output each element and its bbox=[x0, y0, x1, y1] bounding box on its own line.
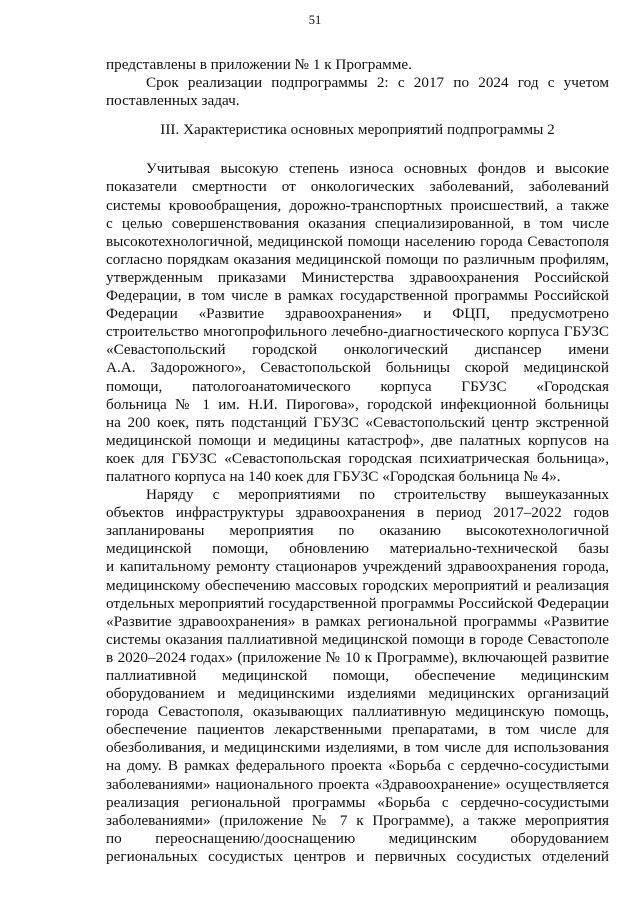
text-line: Срок реализации подпрограммы 2: с 2017 по 2024 год с учетом bbox=[146, 74, 609, 92]
text-line: Федерации «Развитие здравоохранения» и ФЦП, предусмотрено bbox=[106, 305, 609, 323]
text-line: запланированы мероприятия по оказанию высокотехнологичной bbox=[106, 522, 609, 540]
text-line: медицинскому обеспечению массовых городских мероприятий и реализация bbox=[106, 576, 609, 594]
text-line: Учитывая высокую степень износа основных фондов и высокие bbox=[146, 160, 609, 178]
text-line: объектов инфраструктуры здравоохранения в период 2017–2022 годов bbox=[106, 504, 609, 522]
section-heading: III. Характеристика основных мероприятий подпрограммы 2 bbox=[160, 121, 555, 139]
text-line: заболеваниями» (приложение № 7 к Программе), а также мероприятия bbox=[106, 811, 609, 829]
text-line: показатели смертности от онкологических заболеваний, заболеваний bbox=[106, 178, 609, 196]
text-line: палатного корпуса на 140 коек для ГБУЗС «Городская больница № 4». bbox=[106, 467, 561, 485]
text-line: согласно порядкам оказания медицинской помощи по различным профилям, bbox=[106, 250, 609, 268]
text-line: «Севастопольский городской онкологический диспансер имени bbox=[106, 341, 609, 359]
text-line: города Севастополя, оказывающих паллиативную медицинскую помощь, bbox=[106, 703, 609, 721]
text-line: Наряду с мероприятиями по строительству вышеуказанных bbox=[146, 486, 609, 504]
text-line: Федерации, в том числе в рамках государственной программы Российской bbox=[106, 287, 609, 305]
text-line: заболеваниями» национального проекта «Здравоохранение» осуществляется bbox=[106, 775, 609, 793]
text-line: поставленных задач. bbox=[106, 92, 240, 110]
text-line: на дому. В рамках федерального проекта «Борьба с сердечно-сосудистыми bbox=[106, 757, 609, 775]
paragraph-1 bbox=[106, 160, 609, 486]
text-line: помощи, патологоанатомического корпуса ГБУЗС «Городская bbox=[106, 377, 609, 395]
text-line: реализация региональной программы «Борьба с сердечно-сосудистыми bbox=[106, 793, 609, 811]
text-line: медицинской помощи, обновлению материально-технической базы bbox=[106, 540, 609, 558]
text-line: системы оказания паллиативной медицинской помощи в городе Севастополе bbox=[106, 630, 609, 648]
text-line: региональных сосудистых центров и первичных сосудистых отделений bbox=[106, 847, 609, 865]
text-line: обезболивания, и медицинскими изделиями, в том числе для использования bbox=[106, 739, 609, 757]
text-line: системы кровообращения, дорожно-транспортных происшествий, а также bbox=[106, 196, 609, 214]
text-line: в 2020–2024 годах» (приложение № 10 к Программе), включающей развитие bbox=[106, 648, 609, 666]
text-line: оборудованием и медицинскими изделиями медицинских организаций bbox=[106, 685, 609, 703]
text-line: больница № 1 им. Н.И. Пирогова», городской инфекционной больницы bbox=[106, 395, 609, 413]
paragraph-2 bbox=[106, 486, 609, 866]
text-line: медицинской помощи и медицины катастроф», две палатных корпусов на bbox=[106, 431, 609, 449]
spacer bbox=[106, 150, 609, 160]
document-body bbox=[106, 56, 609, 866]
text-line: «Развитие здравоохранения» в рамках региональной программы «Развитие bbox=[106, 612, 609, 630]
page-number: 51 bbox=[308, 13, 322, 27]
text-line: коек для ГБУЗС «Севастопольская городская психиатрическая больница», bbox=[106, 449, 609, 467]
text-line: и капитальному ремонту стационаров учреждений здравоохранения города, bbox=[106, 558, 609, 576]
text-line: А.А. Задорожного», Севастопольской больницы скорой медицинской bbox=[106, 359, 609, 377]
text-line: представлены в приложении № 1 к Программе. bbox=[106, 56, 412, 73]
text-line: утвержденным приказами Министерства здравоохранения Российской bbox=[106, 268, 609, 286]
text-line: обеспечение пациентов лекарственными препаратами, в том числе для bbox=[106, 721, 609, 739]
intro-block bbox=[106, 56, 609, 110]
text-line: на 200 коек, пять подстанций ГБУЗС «Севастопольский центр экстренной bbox=[106, 413, 609, 431]
text-line: с целью совершенствования оказания специализированной, в том числе bbox=[106, 214, 609, 232]
text-line: по переоснащению/дооснащению медицинским оборудованием bbox=[106, 829, 609, 847]
text-line: паллиативной медицинской помощи, обеспечение медицинским bbox=[106, 667, 609, 684]
text-line: высокотехнологичной, медицинской помощи населению города Севастополя bbox=[106, 232, 609, 250]
text-line: строительство многопрофильного лечебно-диагностического корпуса ГБУЗС bbox=[106, 323, 609, 341]
text-line: отдельных мероприятий государственной программы Российской Федерации bbox=[106, 594, 609, 612]
